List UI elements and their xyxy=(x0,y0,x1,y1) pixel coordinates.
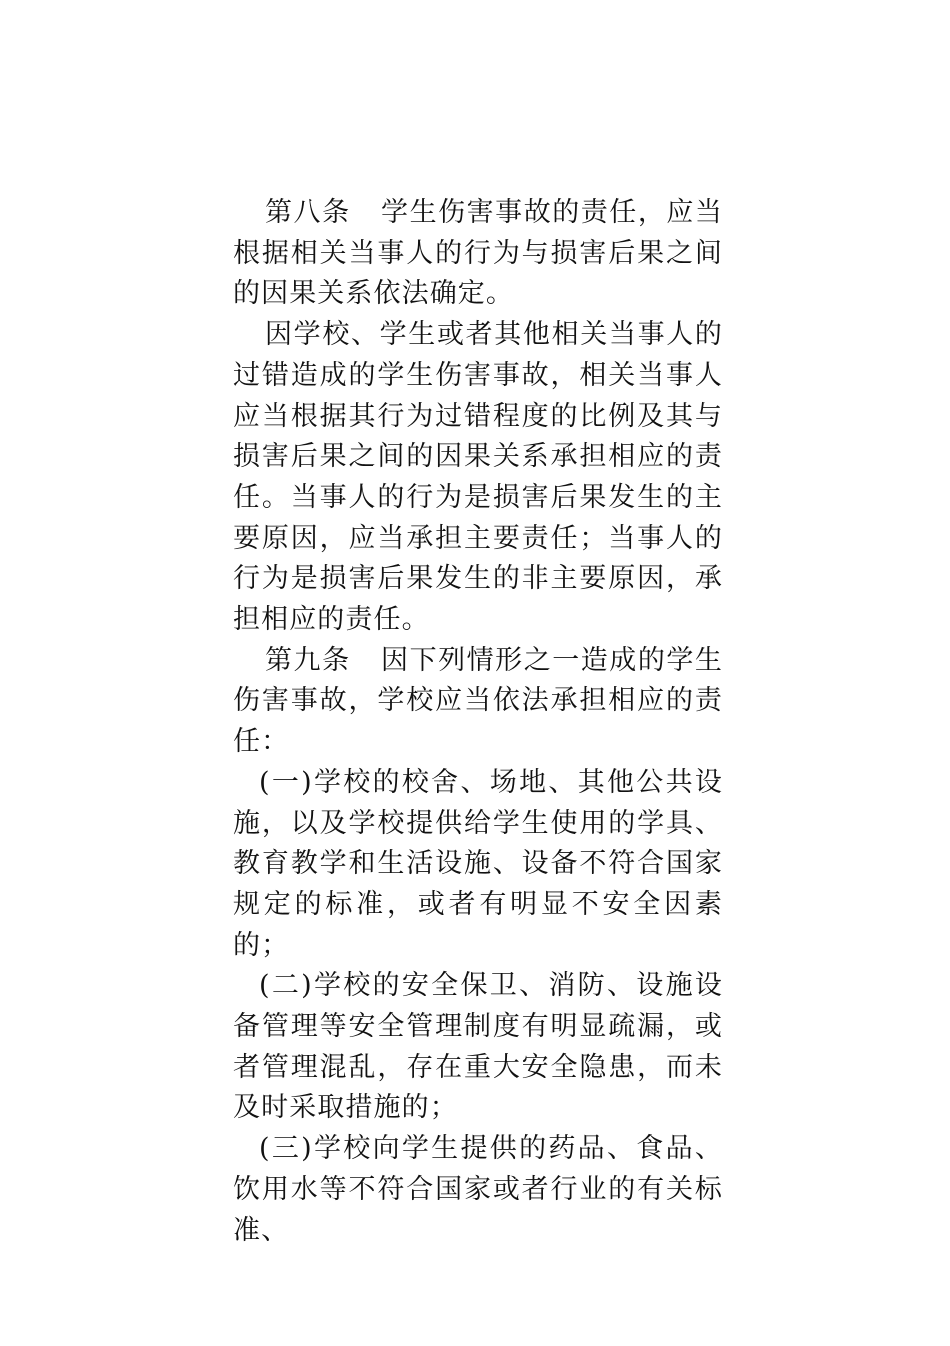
article-number: 第八条 xyxy=(265,197,351,228)
list-item xyxy=(233,1129,723,1251)
paragraph-text: 因下列情形之一造成的学生伤害事故，学校应当依法承担相应的责任： xyxy=(233,644,723,758)
document-body xyxy=(233,193,723,1251)
paragraph-text: 学生伤害事故的责任，应当根据相关当事人的行为与损害后果之间的因果关系依法确定。 xyxy=(233,197,723,310)
paragraph-text: (二)学校的安全保卫、消防、设施设备管理等安全管理制度有明显疏漏，或者管理混乱，存在重大安全隐患，而未及时采取措施的； xyxy=(233,970,723,1124)
paragraph-text: 因学校、学生或者其他相关当事人的过错造成的学生伤害事故，相关当事人应当根据其行为过错程度的比例及其与损害后果之间的因果关系承担相应的责任。当事人的行为是损害后果发生的主要原因，应当承担主要责任；当事人的行为是损害后果发生的非主要原因，承担相应的责任。 xyxy=(233,319,723,636)
paragraph xyxy=(233,315,723,641)
paragraph-text: (一)学校的校舍、场地、其他公共设施，以及学校提供给学生使用的学具、教育教学和生活设施、设备不符合国家规定的标准，或者有明显不安全因素的； xyxy=(233,766,723,961)
list-item xyxy=(233,966,723,1129)
paragraph-article-8 xyxy=(233,193,723,315)
list-item xyxy=(233,763,723,967)
paragraph-text: (三)学校向学生提供的药品、食品、饮用水等不符合国家或者行业的有关标准、 xyxy=(233,1133,723,1246)
article-number: 第九条 xyxy=(265,644,351,676)
paragraph-article-9 xyxy=(233,641,723,763)
